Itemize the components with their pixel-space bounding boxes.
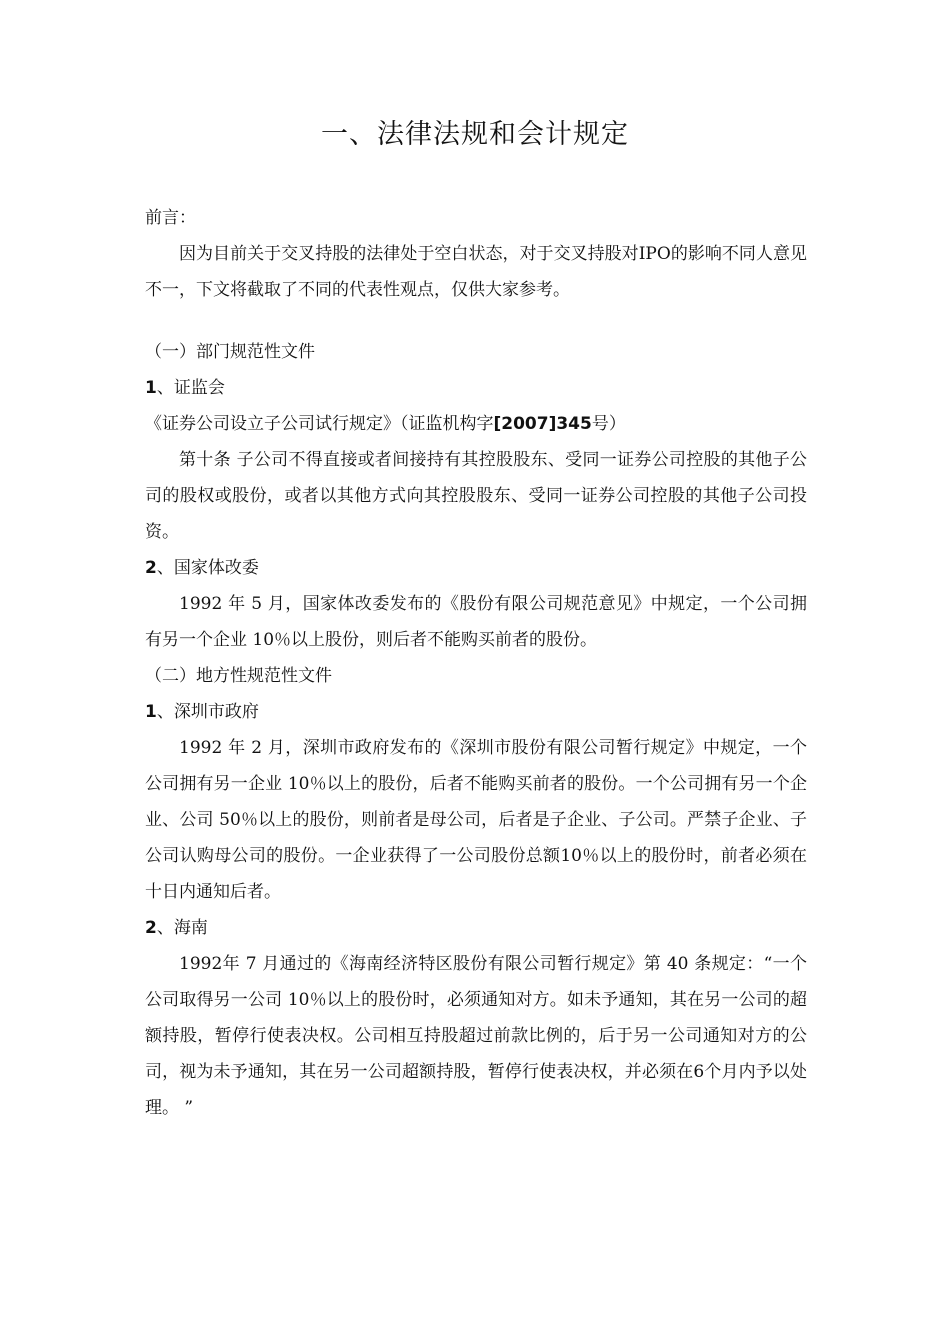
item-title: 、国家体改委 bbox=[156, 558, 259, 578]
spacer bbox=[145, 308, 807, 334]
section-heading-2: （二）地方性规范性文件 bbox=[145, 666, 332, 686]
reform-commission-text: 1992 年 5 月，国家体改委发布的《股份有限公司规范意见》中规定，一个公司拥有另一个企业 10％以上股份，则后者不能购买前者的股份。 bbox=[145, 594, 807, 650]
item-title: 、深圳市政府 bbox=[156, 702, 259, 722]
preface-text: 因为目前关于交叉持股的法律处于空白状态，对于交叉持股对IPO的影响不同人意见不一，下文将截取了不同的代表性观点，仅供大家参考。 bbox=[145, 244, 807, 300]
regulation-name: 《证券公司设立子公司试行规定》（证监机构字 bbox=[145, 414, 494, 434]
item-title: 、证监会 bbox=[156, 378, 225, 398]
item-heading-csrc bbox=[145, 370, 807, 406]
item-number: 1 bbox=[145, 378, 157, 398]
item-number: 2 bbox=[145, 558, 157, 578]
item-title: 、海南 bbox=[156, 918, 208, 938]
regulation-suffix: 号） bbox=[591, 414, 626, 434]
item-number: 1 bbox=[145, 702, 157, 722]
section-heading-1: （一）部门规范性文件 bbox=[145, 342, 315, 362]
regulation-reference bbox=[145, 406, 807, 442]
item-heading-shenzhen bbox=[145, 694, 807, 730]
item-heading-reform-commission bbox=[145, 550, 807, 586]
page-title: 一、法律法规和会计规定 bbox=[321, 119, 629, 150]
document-body bbox=[145, 200, 807, 1126]
shenzhen-text: 1992 年 2 月，深圳市政府发布的《深圳市股份有限公司暂行规定》中规定，一个公司拥有另一企业 10％以上的股份，后者不能购买前者的股份。一个公司拥有另一个企业、公司 50％以上的股份，则前者是母公司，后者是子企业、子公司。严禁子企业、子公司认购母公司的股份。一企业获得了一公司股份总额10％以上的股份时，前者必须在十日内通知后者。 bbox=[145, 738, 807, 902]
regulation-code: [2007]345 bbox=[493, 414, 592, 434]
item-number: 2 bbox=[145, 918, 157, 938]
article-10-text: 第十条 子公司不得直接或者间接持有其控股股东、受同一证券公司控股的其他子公司的股权或股份，或者以其他方式向其控股股东、受同一证券公司控股的其他子公司投资。 bbox=[145, 450, 807, 542]
item-heading-hainan bbox=[145, 910, 807, 946]
hainan-text: 1992年 7 月通过的《海南经济特区股份有限公司暂行规定》第 40 条规定：“一个公司取得另一公司 10％以上的股份时，必须通知对方。如未予通知，其在另一公司的超额持股，暂停行使表决权。公司相互持股超过前款比例的，后于另一公司通知对方的公司，视为未予通知，其在另一公司超额持股，暂停行使表决权，并必须在6个月内予以处理。 ” bbox=[145, 954, 807, 1118]
preface-label: 前言： bbox=[145, 208, 196, 228]
